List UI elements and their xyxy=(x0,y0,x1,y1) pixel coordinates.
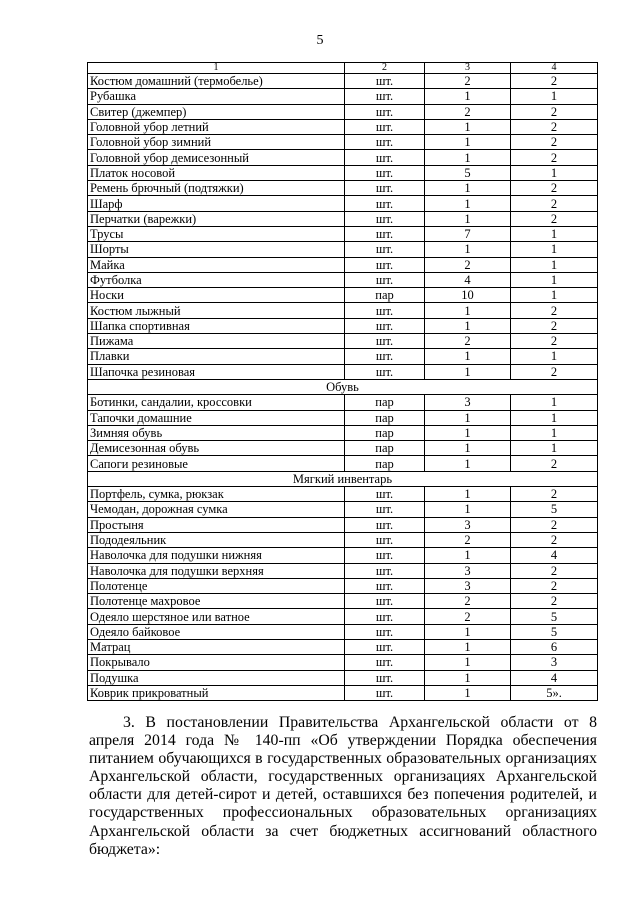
table-row xyxy=(88,272,598,287)
item-wear-period: 1 xyxy=(511,257,598,272)
item-quantity: 1 xyxy=(425,685,511,700)
item-quantity: 2 xyxy=(425,334,511,349)
item-quantity: 2 xyxy=(425,609,511,624)
item-name: Головной убор зимний xyxy=(88,135,345,150)
item-quantity: 5 xyxy=(425,165,511,180)
item-wear-period: 2 xyxy=(511,135,598,150)
item-quantity: 1 xyxy=(425,211,511,226)
table-row xyxy=(88,150,598,165)
item-wear-period: 3 xyxy=(511,655,598,670)
item-wear-period: 2 xyxy=(511,104,598,119)
item-unit: шт. xyxy=(345,242,425,257)
item-quantity: 1 xyxy=(425,119,511,134)
section-title: Мягкий инвентарь xyxy=(88,471,598,486)
item-name: Носки xyxy=(88,288,345,303)
item-wear-period: 2 xyxy=(511,578,598,593)
item-wear-period: 1 xyxy=(511,395,598,410)
item-wear-period: 6 xyxy=(511,639,598,654)
item-unit: пар xyxy=(345,288,425,303)
table-row xyxy=(88,334,598,349)
item-wear-period: 2 xyxy=(511,364,598,379)
item-wear-period: 5». xyxy=(511,685,598,700)
table-row xyxy=(88,211,598,226)
item-unit: шт. xyxy=(345,104,425,119)
item-wear-period: 2 xyxy=(511,119,598,134)
item-name: Наволочка для подушки нижняя xyxy=(88,548,345,563)
item-wear-period: 5 xyxy=(511,624,598,639)
item-wear-period: 2 xyxy=(511,594,598,609)
item-wear-period: 1 xyxy=(511,441,598,456)
item-quantity: 1 xyxy=(425,150,511,165)
item-name: Сапоги резиновые xyxy=(88,456,345,471)
table-row xyxy=(88,242,598,257)
item-unit: пар xyxy=(345,410,425,425)
table-row xyxy=(88,655,598,670)
item-name: Одеяло байковое xyxy=(88,624,345,639)
item-name: Рубашка xyxy=(88,89,345,104)
item-name: Наволочка для подушки верхняя xyxy=(88,563,345,578)
item-wear-period: 4 xyxy=(511,670,598,685)
section-title: Обувь xyxy=(88,379,598,394)
item-wear-period: 2 xyxy=(511,74,598,89)
item-quantity: 1 xyxy=(425,502,511,517)
item-unit: шт. xyxy=(345,211,425,226)
item-quantity: 2 xyxy=(425,104,511,119)
item-unit: шт. xyxy=(345,364,425,379)
item-wear-period: 1 xyxy=(511,288,598,303)
item-wear-period: 2 xyxy=(511,456,598,471)
item-unit: шт. xyxy=(345,196,425,211)
item-name: Простыня xyxy=(88,517,345,532)
item-name: Одеяло шерстяное или ватное xyxy=(88,609,345,624)
item-unit: шт. xyxy=(345,670,425,685)
item-wear-period: 1 xyxy=(511,410,598,425)
item-unit: шт. xyxy=(345,318,425,333)
item-wear-period: 2 xyxy=(511,334,598,349)
item-name: Шарф xyxy=(88,196,345,211)
table-row xyxy=(88,288,598,303)
item-wear-period: 4 xyxy=(511,548,598,563)
table-row xyxy=(88,456,598,471)
table-row xyxy=(88,104,598,119)
item-quantity: 1 xyxy=(425,89,511,104)
item-name: Полотенце xyxy=(88,578,345,593)
item-quantity: 1 xyxy=(425,487,511,502)
table-row xyxy=(88,181,598,196)
table-row xyxy=(88,410,598,425)
item-wear-period: 1 xyxy=(511,425,598,440)
item-wear-period: 2 xyxy=(511,532,598,547)
item-unit: шт. xyxy=(345,609,425,624)
norms-table xyxy=(87,62,598,701)
item-unit: шт. xyxy=(345,135,425,150)
table-row xyxy=(88,578,598,593)
table-row xyxy=(88,74,598,89)
table-row xyxy=(88,517,598,532)
item-name: Головной убор летний xyxy=(88,119,345,134)
table-row xyxy=(88,670,598,685)
table-row xyxy=(88,364,598,379)
item-name: Чемодан, дорожная сумка xyxy=(88,502,345,517)
item-quantity: 2 xyxy=(425,74,511,89)
item-unit: пар xyxy=(345,425,425,440)
item-quantity: 1 xyxy=(425,303,511,318)
page-number: 5 xyxy=(316,33,324,48)
item-unit: шт. xyxy=(345,165,425,180)
item-unit: шт. xyxy=(345,517,425,532)
table-row xyxy=(88,395,598,410)
item-quantity: 4 xyxy=(425,272,511,287)
item-unit: шт. xyxy=(345,502,425,517)
item-wear-period: 2 xyxy=(511,487,598,502)
item-quantity: 1 xyxy=(425,242,511,257)
table-row xyxy=(88,502,598,517)
item-unit: шт. xyxy=(345,594,425,609)
item-unit: шт. xyxy=(345,150,425,165)
item-name: Покрывало xyxy=(88,655,345,670)
item-quantity: 3 xyxy=(425,395,511,410)
table-row xyxy=(88,487,598,502)
table-row xyxy=(88,594,598,609)
item-wear-period: 1 xyxy=(511,89,598,104)
table-row xyxy=(88,196,598,211)
table-row xyxy=(88,349,598,364)
item-name: Ремень брючный (подтяжки) xyxy=(88,181,345,196)
item-name: Пододеяльник xyxy=(88,532,345,547)
table-row xyxy=(88,548,598,563)
item-name: Демисезонная обувь xyxy=(88,441,345,456)
item-unit: шт. xyxy=(345,89,425,104)
item-unit: пар xyxy=(345,441,425,456)
table-row xyxy=(88,89,598,104)
item-name: Головной убор демисезонный xyxy=(88,150,345,165)
item-name: Костюм домашний (термобелье) xyxy=(88,74,345,89)
table-row xyxy=(88,563,598,578)
item-wear-period: 2 xyxy=(511,563,598,578)
item-quantity: 1 xyxy=(425,425,511,440)
item-name: Костюм лыжный xyxy=(88,303,345,318)
item-unit: шт. xyxy=(345,74,425,89)
item-name: Перчатки (варежки) xyxy=(88,211,345,226)
table-row xyxy=(88,425,598,440)
item-quantity: 1 xyxy=(425,655,511,670)
item-quantity: 1 xyxy=(425,410,511,425)
item-quantity: 7 xyxy=(425,226,511,241)
item-wear-period: 2 xyxy=(511,181,598,196)
item-wear-period: 5 xyxy=(511,609,598,624)
item-unit: шт. xyxy=(345,532,425,547)
item-wear-period: 2 xyxy=(511,303,598,318)
table-row xyxy=(88,318,598,333)
item-quantity: 1 xyxy=(425,441,511,456)
table-row xyxy=(88,226,598,241)
item-name: Плавки xyxy=(88,349,345,364)
item-unit: шт. xyxy=(345,655,425,670)
item-name: Зимняя обувь xyxy=(88,425,345,440)
item-wear-period: 1 xyxy=(511,272,598,287)
item-name: Подушка xyxy=(88,670,345,685)
item-unit: шт. xyxy=(345,563,425,578)
item-name: Футболка xyxy=(88,272,345,287)
table-row xyxy=(88,165,598,180)
item-wear-period: 1 xyxy=(511,349,598,364)
item-quantity: 1 xyxy=(425,318,511,333)
table-row xyxy=(88,624,598,639)
item-quantity: 1 xyxy=(425,349,511,364)
item-unit: шт. xyxy=(345,119,425,134)
column-number-2: 2 xyxy=(345,63,425,74)
item-quantity: 3 xyxy=(425,578,511,593)
item-name: Свитер (джемпер) xyxy=(88,104,345,119)
item-name: Портфель, сумка, рюкзак xyxy=(88,487,345,502)
table-row xyxy=(88,303,598,318)
column-number-1: 1 xyxy=(88,63,345,74)
item-quantity: 3 xyxy=(425,517,511,532)
item-quantity: 2 xyxy=(425,257,511,272)
item-quantity: 1 xyxy=(425,196,511,211)
item-name: Коврик прикроватный xyxy=(88,685,345,700)
item-name: Шапочка резиновая xyxy=(88,364,345,379)
table-row xyxy=(88,257,598,272)
item-name: Шорты xyxy=(88,242,345,257)
body-paragraph: 3. В постановлении Правительства Архангельской области от 8 апреля 2014 года № 140-пп «Об утверждении Порядка обеспечения питанием обучающихся в государственных образовательных организациях Архангельской области, государственных организациях Архангельской области для детей-сирот и детей, оставшихся без попечения родителей, и государственных профессиональных образовательных организациях Архангельской области за счет бюджетных ассигнований областного бюджета»: xyxy=(89,714,597,858)
item-name: Трусы xyxy=(88,226,345,241)
table-row xyxy=(88,639,598,654)
item-unit: шт. xyxy=(345,303,425,318)
item-name: Платок носовой xyxy=(88,165,345,180)
item-name: Майка xyxy=(88,257,345,272)
item-quantity: 1 xyxy=(425,548,511,563)
item-name: Ботинки, сандалии, кроссовки xyxy=(88,395,345,410)
column-number-row xyxy=(88,63,598,74)
item-name: Пижама xyxy=(88,334,345,349)
item-unit: пар xyxy=(345,456,425,471)
item-unit: шт. xyxy=(345,487,425,502)
item-quantity: 1 xyxy=(425,639,511,654)
table-row xyxy=(88,532,598,547)
item-wear-period: 1 xyxy=(511,242,598,257)
item-unit: шт. xyxy=(345,257,425,272)
item-name: Тапочки домашние xyxy=(88,410,345,425)
item-unit: шт. xyxy=(345,226,425,241)
item-unit: шт. xyxy=(345,272,425,287)
item-wear-period: 2 xyxy=(511,211,598,226)
item-name: Матрац xyxy=(88,639,345,654)
item-wear-period: 2 xyxy=(511,517,598,532)
table-row xyxy=(88,609,598,624)
item-quantity: 1 xyxy=(425,670,511,685)
table-row xyxy=(88,135,598,150)
item-unit: шт. xyxy=(345,181,425,196)
table-row xyxy=(88,441,598,456)
item-quantity: 1 xyxy=(425,624,511,639)
item-unit: шт. xyxy=(345,685,425,700)
item-unit: шт. xyxy=(345,548,425,563)
item-wear-period: 2 xyxy=(511,196,598,211)
item-quantity: 1 xyxy=(425,135,511,150)
item-wear-period: 5 xyxy=(511,502,598,517)
item-wear-period: 1 xyxy=(511,165,598,180)
item-unit: шт. xyxy=(345,334,425,349)
item-quantity: 2 xyxy=(425,532,511,547)
column-number-4: 4 xyxy=(511,63,598,74)
item-unit: шт. xyxy=(345,624,425,639)
item-name: Полотенце махровое xyxy=(88,594,345,609)
table-row xyxy=(88,685,598,700)
item-wear-period: 2 xyxy=(511,150,598,165)
item-name: Шапка спортивная xyxy=(88,318,345,333)
column-number-3: 3 xyxy=(425,63,511,74)
item-quantity: 10 xyxy=(425,288,511,303)
item-wear-period: 1 xyxy=(511,226,598,241)
item-quantity: 1 xyxy=(425,364,511,379)
item-quantity: 1 xyxy=(425,456,511,471)
item-unit: шт. xyxy=(345,639,425,654)
item-quantity: 2 xyxy=(425,594,511,609)
item-unit: шт. xyxy=(345,578,425,593)
item-quantity: 3 xyxy=(425,563,511,578)
section-header-row xyxy=(88,471,598,486)
item-quantity: 1 xyxy=(425,181,511,196)
table-row xyxy=(88,119,598,134)
table-body xyxy=(88,63,598,701)
item-unit: пар xyxy=(345,395,425,410)
section-header-row xyxy=(88,379,598,394)
item-wear-period: 2 xyxy=(511,318,598,333)
item-unit: шт. xyxy=(345,349,425,364)
